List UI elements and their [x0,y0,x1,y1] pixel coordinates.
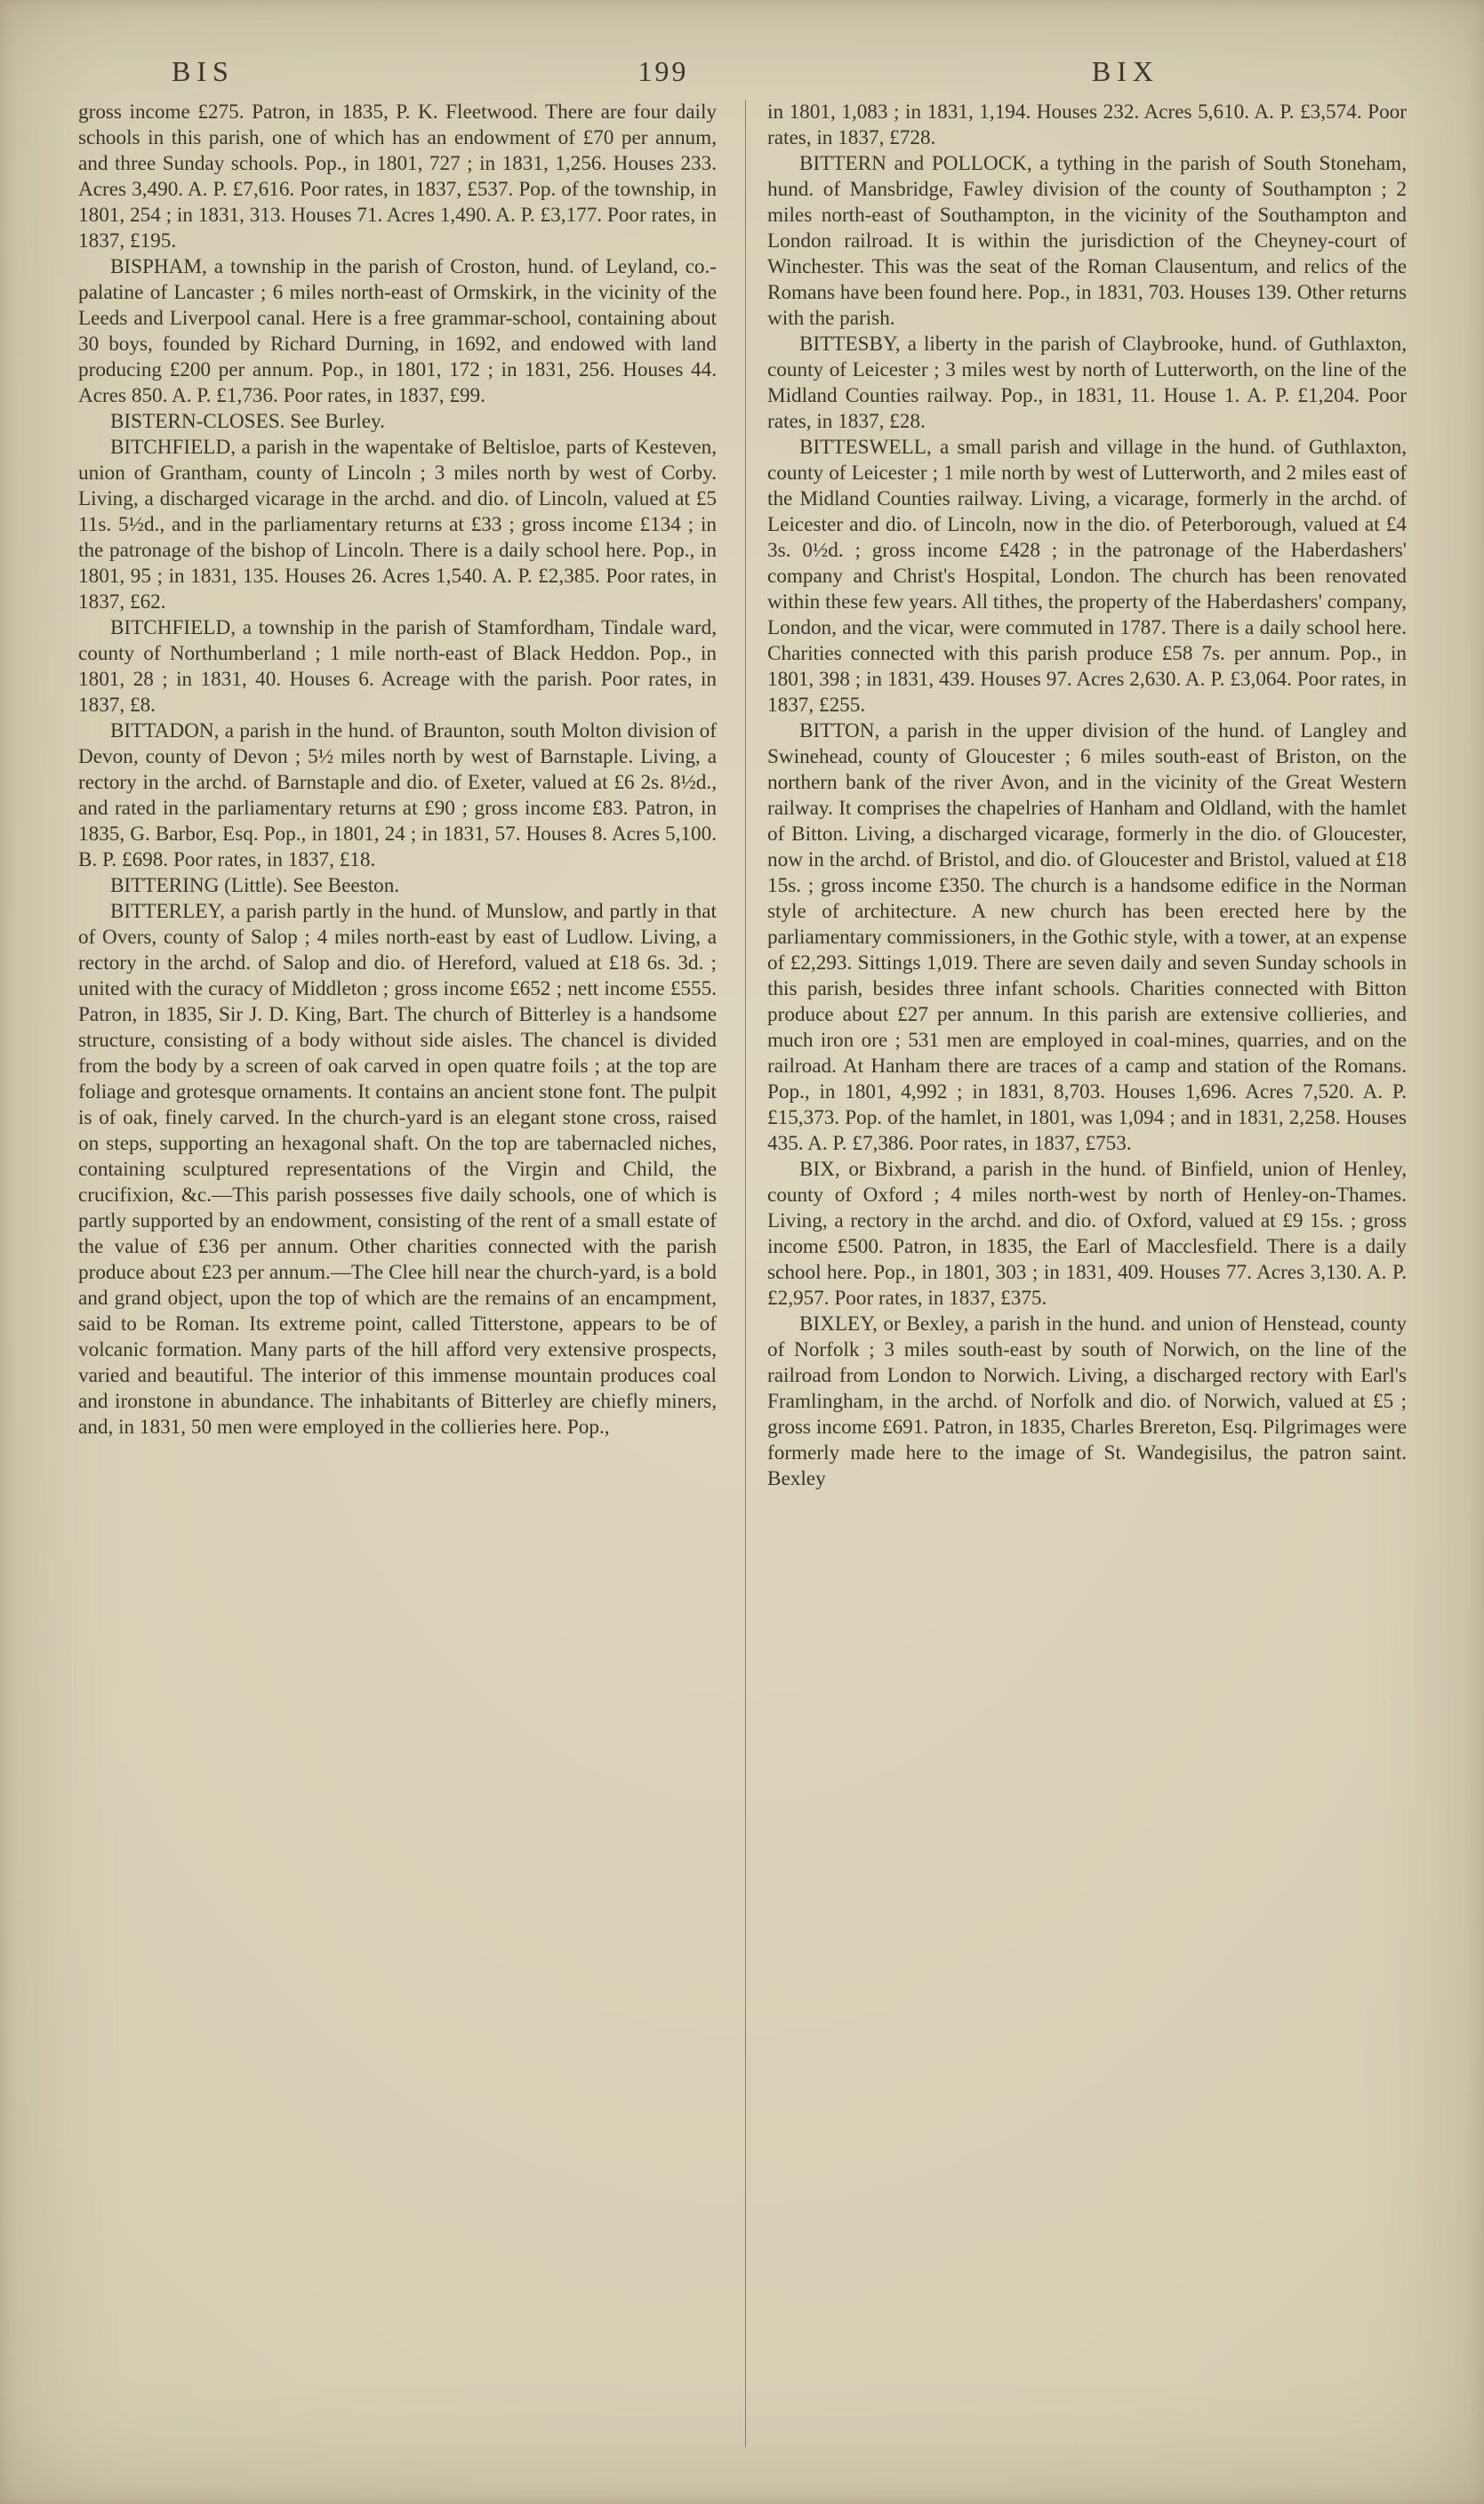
right-column [746,100,1407,2447]
entry-paragraph: BITTERING (Little). See Beeston. [109,874,400,897]
entry-paragraph: BITTADON, a parish in the hund. of Braunton, south Molton division of Devon, county of Devon ; 5½ miles north by west of Barnstaple. Living, a rectory in the archd. of Barnstaple and dio. of Exeter, valued at £6 2s. 8½d., and rated in the parliamentary returns at £90 ; gross income £83. Patron, in 1835, G. Barbor, Esq. Pop., in 1801, 24 ; in 1831, 57. Houses 8. Acres 5,100. B. P. £698. Poor rates, in 1837, £18. [78,719,717,871]
entry-paragraph: BITTESWELL, a small parish and village in the hund. of Guthlaxton, county of Leicester ; 1 mile north by west of Lutterworth, and 2 miles east of the Midland Counties railway. Living, a vicarage, formerly in the archd. of Leicester and dio. of Lincoln, now in the dio. of Peterborough, valued at £4 3s. 0½d. ; gross income £428 ; in the patronage of the Haberdashers' company and Christ's Hospital, London. The church has been renovated within these few years. All tithes, the property of the Haberdashers' company, London, and the vicar, were commuted in 1787. There is a daily school here. Charities connected with this parish produce £58 7s. per annum. Pop., in 1801, 398 ; in 1831, 439. Houses 97. Acres 2,630. A. P. £3,064. Poor rates, in 1837, £255. [767,436,1407,717]
running-header [78,55,1407,88]
entry-paragraph: BITTERLEY, a parish partly in the hund. of Munslow, and partly in that of Overs, county of Salop ; 4 miles north-east by east of Ludlow. Living, a rectory in the archd. of Salop and dio. of Hereford, valued at £18 6s. 3d. ; united with the curacy of Middleton ; gross income £652 ; nett income £555. Patron, in 1835, Sir J. D. King, Bart. The church of Bitterley is a handsome structure, consisting of a body without side aisles. The chancel is divided from the body by a screen of oak carved in open quatre foils ; at the top are foliage and grotesque ornaments. It contains an ancient stone font. The pulpit is of oak, finely carved. In the church-yard is an elegant stone cross, raised on steps, supporting an hexagonal shaft. On the top are tabernacled niches, containing sculptured representations of the Virgin and Child, the crucifixion, &c.—This parish possesses five daily schools, one of which is partly supported by an endowment, consisting of the rent of a small estate of the value of £36 per annum. Other charities connected with the parish produce about £23 per annum.—The Clee hill near the church-yard, is a bold and grand object, upon the top of which are the remains of an encampment, said to be Roman. Its extreme point, called Titterstone, appears to be of volcanic formation. Many parts of the hill afford very extensive prospects, varied and beautiful. The interior of this immense mountain produces coal and ironstone in abundance. The inhabitants of Bitterley are chiefly miners, and, in 1831, 50 men were employed in the collieries here. Pop., [78,900,717,1439]
text-block [78,100,1407,2447]
left-column [78,100,717,2447]
entry-paragraph: BITTESBY, a liberty in the parish of Claybrooke, hund. of Guthlaxton, county of Leicester ; 3 miles west by north of Lutterworth, on the line of the Midland Counties railway. Pop., in 1831, 11. House 1. A. P. £1,204. Poor rates, in 1837, £28. [767,333,1407,433]
entry-paragraph: BITTON, a parish in the upper division of the hund. of Langley and Swinehead, county of Gloucester ; 6 miles south-east of Briston, on the northern bank of the river Avon, and in the vicinity of the Great Western railway. It comprises the chapelries of Hanham and Oldland, with the hamlet of Bitton. Living, a discharged vicarage, formerly in the dio. of Gloucester, now in the archd. of Bristol, and dio. of Gloucester and Bristol, valued at £18 15s. ; gross income £350. The church is a handsome edifice in the Norman style of architecture. A new church has been erected here by the parliamentary commissioners, in the Gothic style, with a tower, at an expense of £2,293. Sittings 1,019. There are seven daily and seven Sunday schools in this parish, besides three infant schools. Charities connected with Bitton produce about £27 per annum. In this parish are extensive collieries, and much iron ore ; 531 men are employed in coal-mines, quarries, and on the railroad. At Hanham there are traces of a camp and station of the Romans. Pop., in 1801, 4,992 ; in 1831, 8,703. Houses 1,696. Acres 7,520. A. P. £15,373. Pop. of the hamlet, in 1801, was 1,094 ; and in 1831, 2,258. Houses 435. A. P. £7,386. Poor rates, in 1837, £753. [767,719,1407,1155]
entry-paragraph: BISPHAM, a township in the parish of Croston, hund. of Leyland, co.-palatine of Lancaster ; 6 miles north-east of Ormskirk, in the vicinity of the Leeds and Liverpool canal. Here is a free grammar-school, containing about 30 boys, founded by Richard Durning, in 1692, and endowed with land producing £200 per annum. Pop., in 1801, 172 ; in 1831, 256. Houses 44. Acres 850. A. P. £1,736. Poor rates, in 1837, £99. [78,255,717,407]
entry-paragraph: BITCHFIELD, a township in the parish of Stamfordham, Tindale ward, county of Northumberland ; 1 mile north-east of Black Heddon. Pop., in 1801, 28 ; in 1831, 40. Houses 6. Acreage with the parish. Poor rates, in 1837, £8. [78,616,717,717]
header-catchword-left: BIS [172,55,235,87]
entry-paragraph: BIXLEY, or Bexley, a parish in the hund. and union of Henstead, county of Norfolk ; 3 miles south-east by south of Norwich, on the line of the railroad from London to Norwich. Living, a discharged rectory with Earl's Framlingham, in the archd. of Norfolk and dio. of Norwich, valued at £5 ; gross income £691. Patron, in 1835, Charles Brereton, Esq. Pilgrimages were formerly made here to the image of St. Wandegisilus, the patron saint. Bexley [767,1312,1407,1490]
entry-paragraph: in 1801, 1,083 ; in 1831, 1,194. Houses 232. Acres 5,610. A. P. £3,574. Poor rates, in 1837, £728. [767,100,1407,149]
entry-paragraph: BISTERN-CLOSES. See Burley. [109,410,385,433]
entry-paragraph: gross income £275. Patron, in 1835, P. K. Fleetwood. There are four daily schools in this parish, one of which has an endowment of £70 per annum, and three Sunday schools. Pop., in 1801, 727 ; in 1831, 1,256. Houses 233. Acres 3,490. A. P. £7,616. Poor rates, in 1837, £537. Pop. of the township, in 1801, 254 ; in 1831, 313. Houses 71. Acres 1,490. A. P. £3,177. Poor rates, in 1837, £195. [78,100,717,253]
entry-paragraph: BITTERN and POLLOCK, a tything in the parish of South Stoneham, hund. of Mansbridge, Fawley division of the county of Southampton ; 2 miles north-east of Southampton, in the vicinity of the Southampton and London railroad. It is within the jurisdiction of the Cheyney-court of Winchester. This was the seat of the Roman Clausentum, and relics of the Romans have been found here. Pop., in 1831, 703. Houses 139. Other returns with the parish. [767,152,1407,330]
header-catchword-right: BIX [1091,55,1159,87]
page-number: 199 [638,55,689,87]
entry-paragraph: BIX, or Bixbrand, a parish in the hund. of Binfield, union of Henley, county of Oxford ; 4 miles north-west by north of Henley-on-Thames. Living, a rectory in the archd. and dio. of Oxford, valued at £9 15s. ; gross income £500. Patron, in 1835, the Earl of Macclesfield. There is a daily school here. Pop., in 1801, 303 ; in 1831, 409. Houses 77. Acres 3,130. A. P. £2,957. Poor rates, in 1837, £375. [767,1158,1407,1310]
entry-paragraph: BITCHFIELD, a parish in the wapentake of Beltisloe, parts of Kesteven, union of Grantham, county of Lincoln ; 3 miles north by west of Corby. Living, a discharged vicarage in the archd. and dio. of Lincoln, valued at £5 11s. 5½d., and in the parliamentary returns at £33 ; gross income £134 ; in the patronage of the bishop of Lincoln. There is a daily school here. Pop., in 1801, 95 ; in 1831, 135. Houses 26. Acres 1,540. A. P. £2,385. Poor rates, in 1837, £62. [78,436,717,614]
